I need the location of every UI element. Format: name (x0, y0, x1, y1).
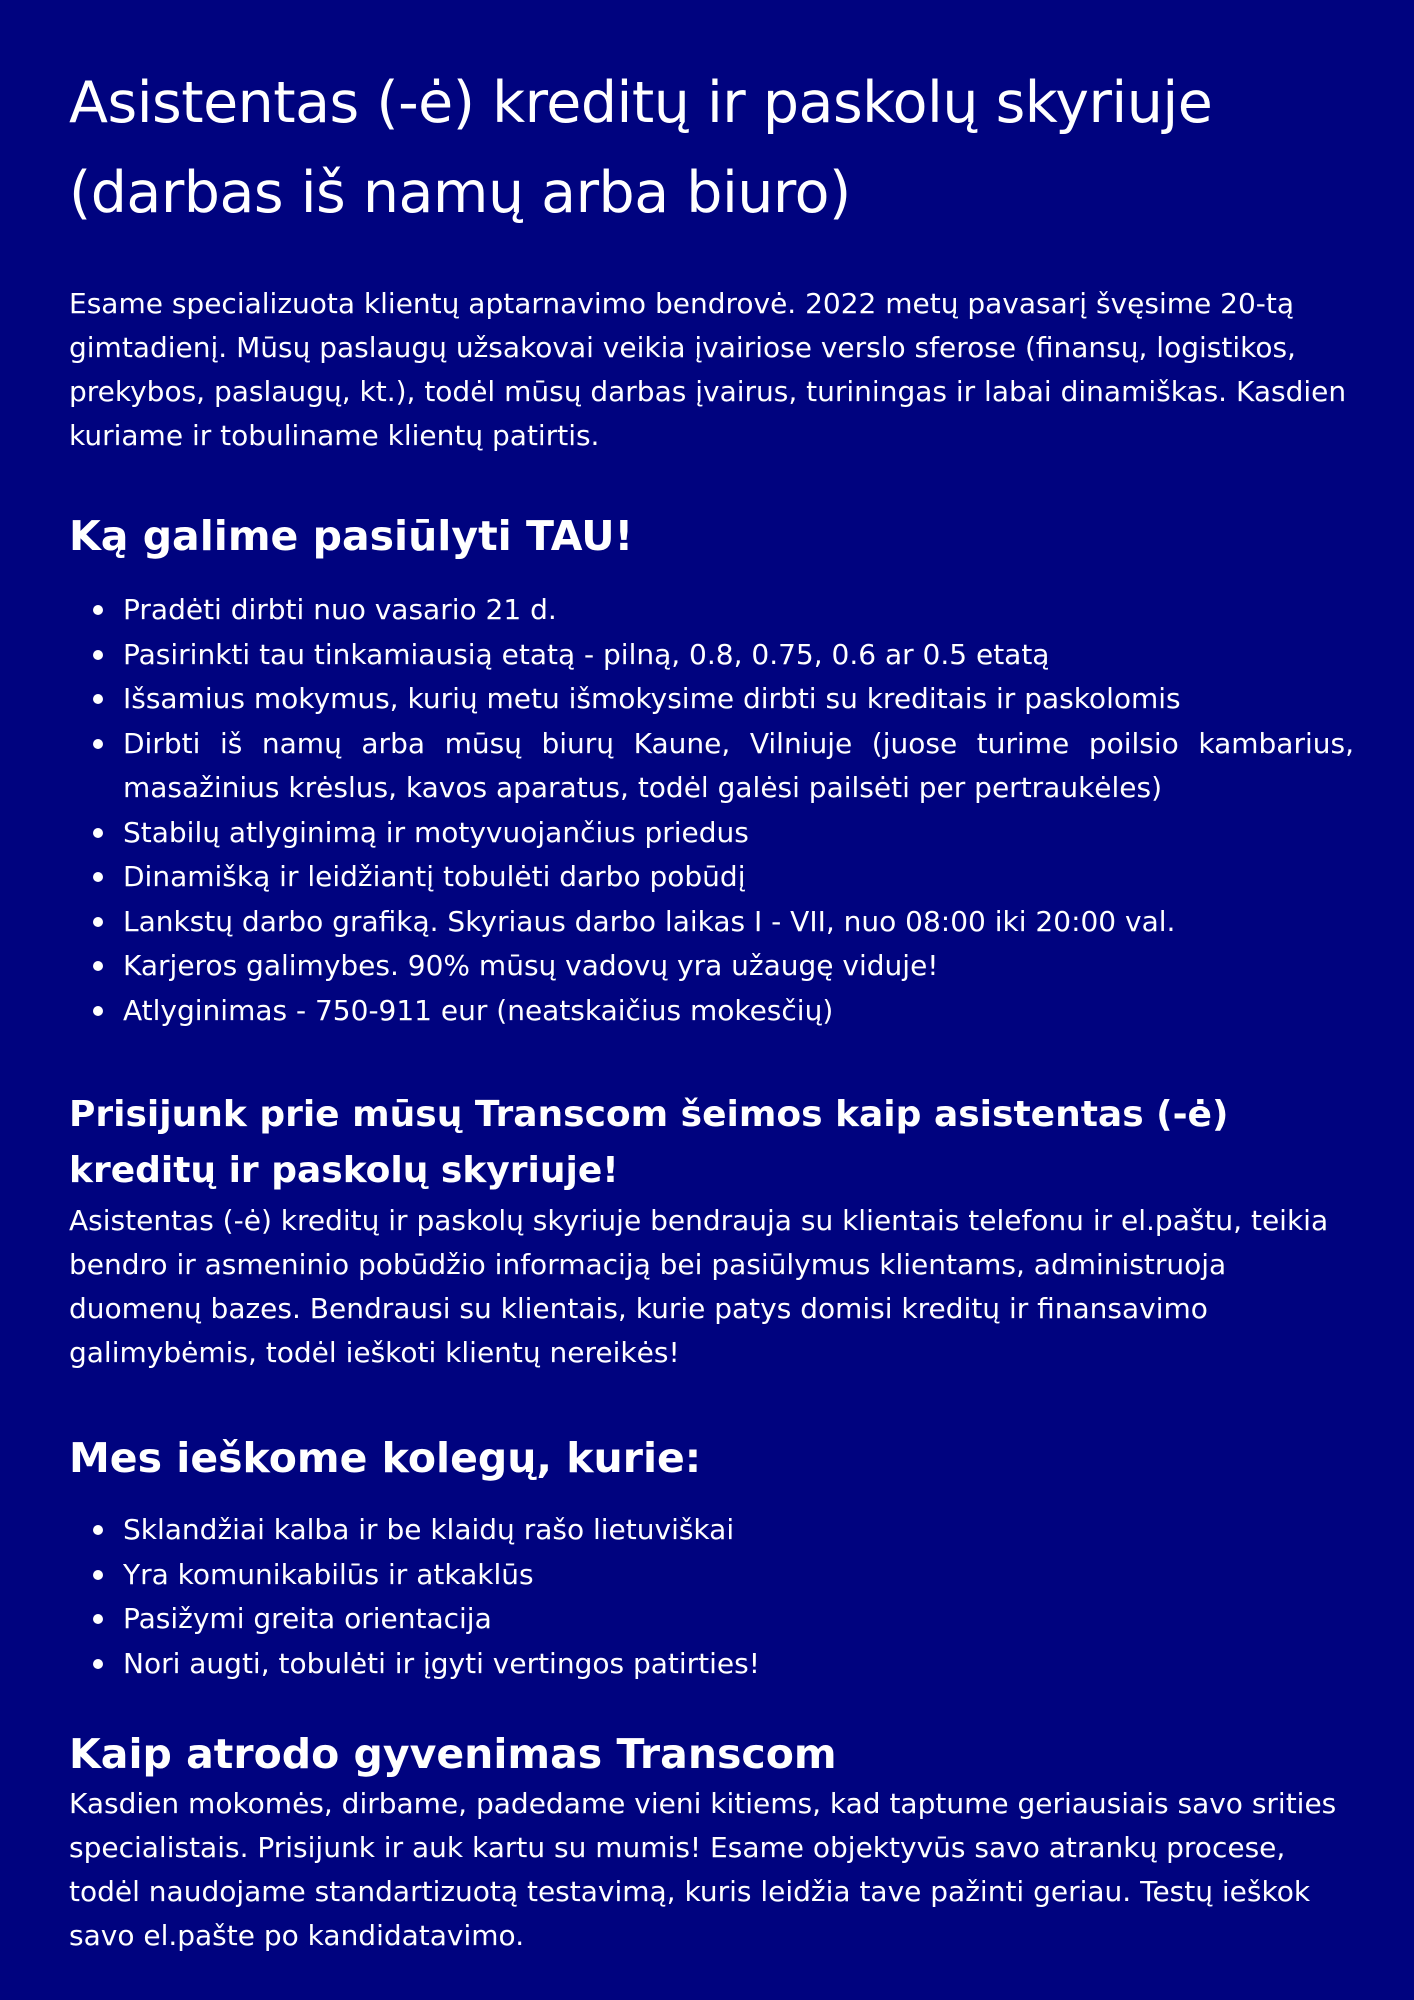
list-item: Pasižymi greita orientacija (123, 1597, 1354, 1642)
list-item: Atlyginimas - 750-911 eur (neatskaičius mokesčių) (123, 989, 1354, 1034)
list-item: Stabilų atlyginimą ir motyvuojančius priedus (123, 811, 1354, 856)
intro-paragraph: Esame specializuota klientų aptarnavimo bendrovė. 2022 metų pavasarį švęsime 20-tą gimtadienį. Mūsų paslaugų užsakovai veikia įvairiose verslo sferose (finansų, logistikos, prekybos, paslaugų, kt.), todėl mūsų darbas įvairus, turiningas ir labai dinamiškas. Kasdien kuriame ir tobuliname klientų patirtis. (69, 287, 1347, 452)
list-item: Lankstų darbo grafiką. Skyriaus darbo laikas I - VII, nuo 08:00 iki 20:00 val. (123, 900, 1354, 945)
offer-heading: Ką galime pasiūlyti TAU! (69, 512, 634, 560)
list-item: Dinamišką ir leidžiantį tobulėti darbo pobūdį (123, 855, 1354, 900)
join-paragraph: Asistentas (-ė) kreditų ir paskolų skyriuje bendrauja su klientais telefonu ir el.paštu, teikia bendro ir asmeninio pobūdžio informaciją bei pasiūlymus klientams, administruoja duomenų bazes. Bendrausi su klientais, kurie patys domisi kreditų ir finansavimo galimybėmis, todėl ieškoti klientų nereikės! (69, 1204, 1329, 1369)
join-heading: Prisijunk prie mūsų Transcom šeimos kaip asistentas (-ė) kreditų ir paskolų skyriuje! (69, 1094, 1229, 1191)
seek-list (69, 1508, 1354, 1686)
life-paragraph: Kasdien mokomės, dirbame, padedame vieni kitiems, kad taptume geriausiais savo srities specialistais. Prisijunk ir auk kartu su mumis! Esame objektyvūs savo atrankų procese, todėl naudojame standartizuotą testavimą, kuris leidžia tave pažinti geriau. Testų ieškok savo el.pašte po kandidatavimo. (69, 1787, 1337, 1952)
page-title: Asistentas (-ė) kreditų ir paskolų skyriuje (darbas iš namų arba biuro) (69, 70, 1213, 226)
list-item: Išsamius mokymus, kurių metu išmokysime dirbti su kreditais ir paskolomis (123, 677, 1354, 722)
list-item: Pasirinkti tau tinkamiausią etatą - pilną, 0.8, 0.75, 0.6 ar 0.5 etatą (123, 633, 1354, 678)
list-item: Dirbti iš namų arba mūsų biurų Kaune, Vilniuje (juose turime poilsio kambarius, masažinius krėslus, kavos aparatus, todėl galėsi pailsėti per pertraukėles) (123, 722, 1354, 811)
list-item: Karjeros galimybes. 90% mūsų vadovų yra užaugę viduje! (123, 944, 1354, 989)
list-item: Yra komunikabilūs ir atkaklūs (123, 1553, 1354, 1598)
list-item: Pradėti dirbti nuo vasario 21 d. (123, 588, 1354, 633)
list-item: Nori augti, tobulėti ir įgyti vertingos patirties! (123, 1642, 1354, 1687)
offer-list (69, 588, 1354, 1033)
life-heading: Kaip atrodo gyvenimas Transcom (69, 1730, 837, 1778)
seek-heading: Mes ieškome kolegų, kurie: (69, 1434, 702, 1482)
list-item: Sklandžiai kalba ir be klaidų rašo lietuviškai (123, 1508, 1354, 1553)
